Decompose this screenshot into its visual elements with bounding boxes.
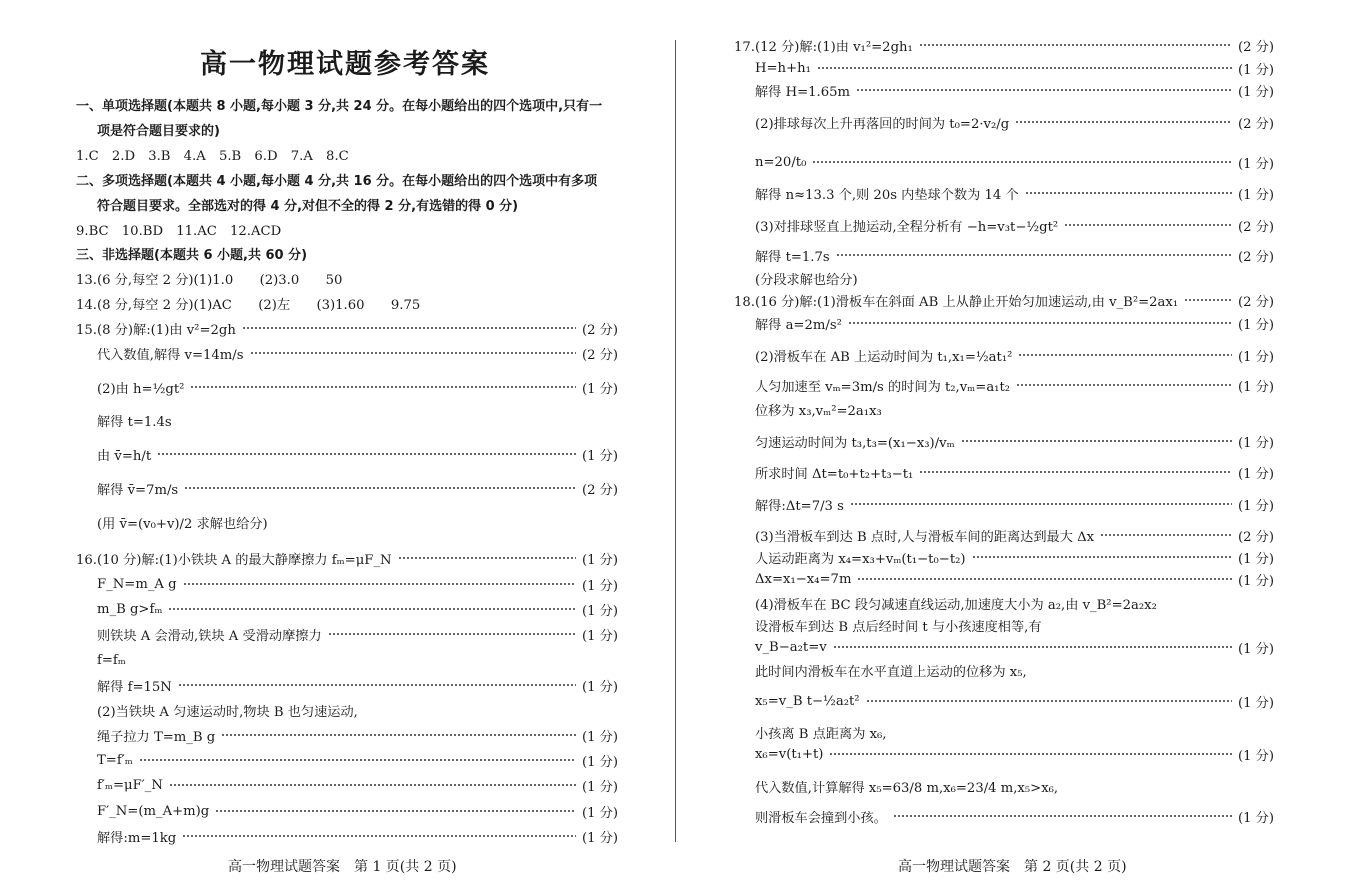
score-label: (1 分) — [1237, 551, 1274, 567]
answer-text: 人运动距离为 x₄=x₃+vₘ(t₁−t₀−t₂) — [755, 551, 966, 567]
dot-leader — [857, 578, 1231, 580]
answer-line — [76, 800, 618, 822]
answer-line — [76, 93, 618, 115]
answer-line — [734, 430, 1274, 452]
answer-line — [734, 289, 1274, 311]
score-label: (1 分) — [581, 578, 618, 594]
answer-text: 13.(6 分,每空 2 分)(1)1.0 (2)3.0 50 — [76, 272, 343, 288]
dot-leader — [1015, 121, 1232, 123]
score-label: (1 分) — [581, 628, 618, 644]
dot-leader — [817, 67, 1232, 69]
dot-leader — [1184, 299, 1232, 301]
answer-line — [76, 409, 618, 431]
answer-text: 解得 n≈13.3 个,则 20s 内垫球个数为 14 个 — [755, 187, 1019, 203]
answer-line — [76, 573, 618, 595]
dot-leader — [1018, 354, 1232, 356]
answer-text: 匀速运动时间为 t₃,t₃=(x₁−x₃)/vₘ — [755, 435, 955, 451]
dot-leader — [1064, 224, 1232, 226]
answer-line — [734, 775, 1274, 797]
dot-leader — [856, 89, 1232, 91]
answer-line — [734, 690, 1274, 712]
score-label: (1 分) — [581, 679, 618, 695]
answer-text: 代入数值,解得 v=14m/s — [97, 347, 244, 363]
answer-line — [76, 674, 618, 696]
answer-line — [734, 312, 1274, 334]
score-label: (2 分) — [581, 322, 618, 338]
answer-text: F_N=m_A g — [97, 576, 177, 592]
answer-line — [76, 193, 618, 215]
score-label: (1 分) — [581, 448, 618, 464]
dot-leader — [1025, 192, 1232, 194]
answer-line — [734, 79, 1274, 101]
answer-line — [76, 724, 618, 746]
answer-text: 解得 H=1.65m — [755, 84, 850, 100]
score-label: (1 分) — [1237, 379, 1274, 395]
answer-text: 一、单项选择题(本题共 8 小题,每小题 3 分,共 24 分。在每小题给出的四个选项中,只有一 — [76, 98, 603, 114]
score-label: (2 分) — [1237, 249, 1274, 265]
answer-text: n=20/t₀ — [755, 154, 807, 170]
answer-text: 代入数值,计算解得 x₅=63/8 m,x₆=23/4 m,x₅>x₆, — [755, 780, 1059, 796]
dot-leader — [398, 557, 576, 559]
answer-text: 解得 f=15N — [97, 679, 172, 695]
answer-line — [76, 443, 618, 465]
answer-text: 则铁块 A 会滑动,铁块 A 受滑动摩擦力 — [97, 628, 322, 644]
answer-text: (2)当铁块 A 匀速运动时,物块 B 也匀速运动, — [97, 704, 358, 720]
score-label: (1 分) — [581, 754, 618, 770]
answer-line — [734, 568, 1274, 590]
answer-text: 解得:Δt=7/3 s — [755, 498, 844, 514]
score-label: (1 分) — [1237, 435, 1274, 451]
score-label: (2 分) — [1237, 219, 1274, 235]
dot-leader — [848, 322, 1232, 324]
page-title: 高一物理试题参考答案 — [200, 49, 490, 80]
answer-line — [76, 749, 618, 771]
answer-line — [734, 493, 1274, 515]
score-label: (2 分) — [1237, 294, 1274, 310]
score-label: (1 分) — [1237, 641, 1274, 657]
answer-text: 15.(8 分)解:(1)由 v²=2gh — [76, 322, 236, 338]
answer-line — [76, 376, 618, 398]
answer-text: 二、多项选择题(本题共 4 小题,每小题 4 分,共 16 分。在每小题给出的四个选项中有多项 — [76, 173, 598, 189]
answer-line — [734, 743, 1274, 765]
answer-text: 则滑板车会撞到小孩。 — [755, 810, 887, 826]
answer-text: 16.(10 分)解:(1)小铁块 A 的最大静摩擦力 fₘ=μF_N — [76, 552, 392, 568]
score-label: (1 分) — [1237, 573, 1274, 589]
score-label: (1 分) — [581, 779, 618, 795]
score-label: (1 分) — [581, 381, 618, 397]
answer-text: (3)对排球竖直上抛运动,全程分析有 −h=v₃t−½gt² — [755, 219, 1059, 235]
answer-line — [76, 699, 618, 721]
dot-leader — [812, 161, 1232, 163]
dot-leader — [221, 734, 576, 736]
answer-text: 此时间内滑板车在水平直道上运动的位移为 x₅, — [755, 664, 1027, 680]
answer-text: 1.C 2.D 3.B 4.A 5.B 6.D 7.A 8.C — [76, 148, 349, 164]
score-label: (2 分) — [581, 347, 618, 363]
page-divider — [675, 40, 676, 842]
dot-leader — [139, 759, 576, 761]
dot-leader — [168, 608, 575, 610]
answer-line — [734, 34, 1274, 56]
answer-text: (4)滑板车在 BC 段匀减速直线运动,加速度大小为 a₂,由 v_B²=2a₂x₂ — [755, 597, 1157, 613]
score-label: (1 分) — [1237, 156, 1274, 172]
answer-line — [734, 374, 1274, 396]
answer-text: F′_N=(m_A+m)g — [97, 803, 210, 819]
answer-text: 解得 t=1.7s — [755, 249, 830, 265]
answer-text: 解得 a=2m/s² — [755, 317, 842, 333]
answer-text: 符合题目要求。全部选对的得 4 分,对但不全的得 2 分,有选错的得 0 分) — [97, 198, 519, 214]
score-label: (1 分) — [581, 603, 618, 619]
answer-line — [76, 292, 618, 314]
dot-leader — [169, 784, 576, 786]
dot-leader — [836, 254, 1232, 256]
answer-text: (2)滑板车在 AB 上运动时间为 t₁,x₁=½at₁² — [755, 349, 1013, 365]
dot-leader — [242, 327, 576, 329]
answer-line — [734, 592, 1274, 614]
answer-text: v_B−a₂t=v — [755, 639, 827, 655]
answer-text: x₆=v(t₁+t) — [755, 746, 824, 762]
dot-leader — [183, 583, 576, 585]
answer-text: 9.BC 10.BD 11.AC 12.ACD — [76, 223, 282, 239]
answer-line — [76, 649, 618, 671]
dot-leader — [250, 352, 576, 354]
answer-line — [76, 477, 618, 499]
score-label: (1 分) — [581, 830, 618, 846]
answer-text: x₅=v_B t−½a₂t² — [755, 693, 860, 709]
dot-leader — [919, 471, 1232, 473]
score-label: (1 分) — [1237, 466, 1274, 482]
answer-line — [76, 825, 618, 847]
answer-line — [734, 398, 1274, 420]
answer-text: f=fₘ — [97, 652, 126, 668]
page-2-footer: 高一物理试题答案 第 2 页(共 2 页) — [898, 859, 1127, 875]
answer-line — [734, 267, 1274, 289]
answer-line — [734, 546, 1274, 568]
answer-text: 人匀加速至 vₘ=3m/s 的时间为 t₂,vₘ=a₁t₂ — [755, 379, 1011, 395]
score-label: (2 分) — [581, 482, 618, 498]
answer-text: 解得:m=1kg — [97, 830, 177, 846]
score-label: (2 分) — [1237, 116, 1274, 132]
answer-line — [734, 614, 1274, 636]
answer-text: (分段求解也给分) — [755, 272, 858, 288]
score-label: (1 分) — [1237, 810, 1274, 826]
answer-line — [76, 511, 618, 533]
score-label: (1 分) — [1237, 187, 1274, 203]
dot-leader — [961, 440, 1232, 442]
dot-leader — [1016, 384, 1232, 386]
answer-line — [734, 805, 1274, 827]
answer-line — [76, 242, 618, 264]
answer-text: f′ₘ=μF′_N — [97, 777, 163, 793]
score-label: (1 分) — [1237, 349, 1274, 365]
answer-text: (3)当滑板车到达 B 点时,人与滑板车间的距离达到最大 Δx — [755, 529, 1095, 545]
answer-line — [734, 461, 1274, 483]
answer-text: 由 v̄=h/t — [97, 448, 152, 464]
score-label: (1 分) — [1237, 84, 1274, 100]
dot-leader — [215, 810, 576, 812]
answer-line — [76, 317, 618, 339]
answer-line — [76, 547, 618, 569]
answer-line — [76, 143, 618, 165]
answer-line — [734, 721, 1274, 743]
answer-line — [76, 342, 618, 364]
dot-leader — [866, 700, 1232, 702]
answer-text: (2)由 h=½gt² — [97, 381, 185, 397]
answer-line — [734, 524, 1274, 546]
answer-text: 17.(12 分)解:(1)由 v₁²=2gh₁ — [734, 39, 913, 55]
dot-leader — [833, 646, 1232, 648]
answer-line — [734, 111, 1274, 133]
answer-text: T=f′ₘ — [97, 752, 133, 768]
answer-line — [734, 214, 1274, 236]
answer-text: m_B g>fₘ — [97, 601, 163, 617]
answer-text: 14.(8 分,每空 2 分)(1)AC (2)左 (3)1.60 9.75 — [76, 297, 421, 313]
score-label: (1 分) — [581, 805, 618, 821]
dot-leader — [1100, 534, 1232, 536]
dot-leader — [893, 815, 1232, 817]
answer-text: (2)排球每次上升再落回的时间为 t₀=2·v₂/g — [755, 116, 1010, 132]
answer-line — [734, 182, 1274, 204]
answer-line — [76, 218, 618, 240]
dot-leader — [850, 503, 1232, 505]
answer-line — [76, 118, 618, 140]
answer-text: Δx=x₁−x₄=7m — [755, 571, 852, 587]
answer-text: H=h+h₁ — [755, 60, 811, 76]
score-label: (1 分) — [1237, 695, 1274, 711]
answer-text: 小孩离 B 点距离为 x₆, — [755, 726, 887, 742]
score-label: (1 分) — [1237, 317, 1274, 333]
score-label: (1 分) — [1237, 498, 1274, 514]
dot-leader — [919, 44, 1232, 46]
answer-line — [734, 659, 1274, 681]
dot-leader — [178, 684, 576, 686]
dot-leader — [829, 753, 1231, 755]
answer-text: (用 v̄=(v₀+v)/2 求解也给分) — [97, 516, 268, 532]
answer-text: 项是符合题目要求的) — [97, 123, 220, 139]
answer-line — [76, 168, 618, 190]
answer-text: 解得 t=1.4s — [97, 414, 172, 430]
answer-line — [76, 774, 618, 796]
answer-line — [734, 57, 1274, 79]
dot-leader — [157, 453, 576, 455]
dot-leader — [972, 556, 1232, 558]
score-label: (1 分) — [1237, 748, 1274, 764]
answer-line — [734, 151, 1274, 173]
answer-text: 位移为 x₃,vₘ²=2a₁x₃ — [755, 403, 882, 419]
answer-line — [76, 598, 618, 620]
answer-text: 三、非选择题(本题共 6 小题,共 60 分) — [76, 247, 308, 263]
dot-leader — [328, 633, 576, 635]
dot-leader — [182, 835, 576, 837]
page-1-footer: 高一物理试题答案 第 1 页(共 2 页) — [228, 859, 457, 875]
answer-text: 设滑板车到达 B 点后经时间 t 与小孩速度相等,有 — [755, 619, 1042, 635]
answer-line — [734, 244, 1274, 266]
score-label: (2 分) — [1237, 529, 1274, 545]
answer-text: 所求时间 Δt=t₀+t₂+t₃−t₁ — [755, 466, 914, 482]
answer-line — [734, 636, 1274, 658]
dot-leader — [190, 386, 576, 388]
answer-line — [734, 344, 1274, 366]
answer-text: 解得 v̄=7m/s — [97, 482, 179, 498]
score-label: (1 分) — [1237, 62, 1274, 78]
score-label: (2 分) — [1237, 39, 1274, 55]
answer-text: 18.(16 分)解:(1)滑板车在斜面 AB 上从静止开始匀加速运动,由 v_B²=2ax₁ — [734, 294, 1179, 310]
answer-line — [76, 267, 618, 289]
answer-line — [76, 623, 618, 645]
answer-text: 绳子拉力 T=m_B g — [97, 729, 216, 745]
score-label: (1 分) — [581, 729, 618, 745]
dot-leader — [184, 487, 576, 489]
score-label: (1 分) — [581, 552, 618, 568]
